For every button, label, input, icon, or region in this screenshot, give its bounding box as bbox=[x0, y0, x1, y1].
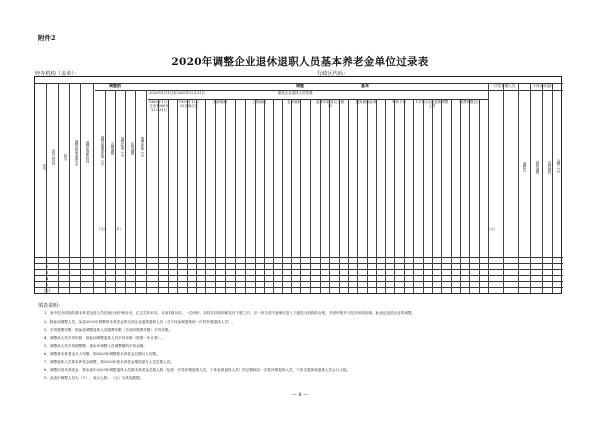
note-1: 1、表中经办机构的基本养老金按人员在统计表中统计后，汇总打印后存，本表1级各结，一式两份，存档自各机构保存后下册之后，另一份交省厅备案后进入下级经办机构的台账，并须申报并与经办机构协调，此表也包括企业的调整。 bbox=[44, 311, 416, 315]
table-column-rule bbox=[503, 83, 504, 293]
table-column-rule bbox=[255, 99, 256, 293]
header-col-c: 1950年12月31日前出生 bbox=[178, 100, 200, 109]
table-column-rule bbox=[357, 99, 358, 293]
table-column-rule bbox=[125, 90, 126, 293]
table-column-rule bbox=[168, 99, 169, 293]
header-sub-other: 1月1日以后退休调整人员 bbox=[415, 100, 449, 109]
table-column-rule bbox=[158, 99, 159, 293]
district-label: 行政区代码： bbox=[317, 71, 349, 77]
note-8: 8、调整后基本养老金：指本表中2020年调整退休人员基本养老金总数人数（包括一次性补缴退休人员，个体参保退休人员）的总额除以一次性补缴退休人员，个体式退休和退休人员合计人数。 bbox=[44, 368, 351, 372]
table-column-rule bbox=[339, 99, 340, 293]
note-6: 6、调整基本养老金月人均额，即2020年调整基本养老金总额月人均数。 bbox=[44, 352, 160, 356]
header-sub-worker: 工资倾斜 bbox=[252, 100, 266, 104]
header-sub-max: 军转干部 bbox=[392, 100, 406, 104]
header-group-tilt: 提高企业退休人员待遇 bbox=[277, 91, 313, 95]
header-fixed: 定额调整 bbox=[111, 141, 115, 155]
unit-month: （月） bbox=[112, 227, 124, 231]
table-column-rule bbox=[530, 83, 531, 293]
table-column-rule bbox=[177, 99, 178, 293]
table-column-rule bbox=[394, 99, 395, 293]
header-tilt-amount: 金额（元） bbox=[557, 159, 561, 175]
table-column-rule bbox=[451, 99, 452, 293]
table-column-rule bbox=[115, 90, 116, 293]
table-column-rule bbox=[58, 83, 59, 293]
header-sub-sum: 缴费调整总计 bbox=[459, 100, 481, 104]
header-col-d: 高龄倾斜 bbox=[213, 100, 227, 104]
header-tilt-sub: 高龄倾斜 bbox=[548, 160, 552, 174]
table-column-rule bbox=[187, 99, 188, 293]
table-column-rule bbox=[469, 99, 470, 293]
table-column-rule bbox=[348, 99, 349, 293]
row-number-5: 5 bbox=[45, 282, 49, 287]
table-column-rule bbox=[413, 99, 414, 293]
note-9: 9、此表中调整人员为（个），表示人数；（元）为其他数据。 bbox=[44, 376, 144, 380]
table-column-rule bbox=[146, 90, 147, 293]
unit-yuan: （元） bbox=[96, 227, 108, 231]
table-column-rule bbox=[460, 99, 461, 293]
org-label: 经办机构（盖章）： bbox=[35, 71, 80, 77]
record-table bbox=[34, 76, 562, 294]
table-column-rule bbox=[93, 83, 94, 293]
header-link: 挂钩调整 bbox=[131, 141, 135, 155]
header-seq: 序号 bbox=[43, 163, 47, 171]
table-column-rule bbox=[310, 99, 311, 293]
row-number-1: 1 bbox=[45, 258, 49, 263]
header-id: 身份证号码 bbox=[52, 149, 56, 165]
table-column-rule bbox=[423, 99, 424, 293]
table-column-rule bbox=[329, 99, 330, 293]
header-before-retire: 调整前退休时间 bbox=[86, 141, 90, 163]
note-2: 2、除参加调整人员，参加2020年调整基本养老金的全部企业退休退职人员（含个体参保退休和一次性补缴退休人员）。 bbox=[44, 320, 236, 324]
table-column-rule bbox=[488, 83, 489, 293]
header-sub-rural: 农民倾斜 bbox=[287, 100, 301, 104]
table-column-rule bbox=[225, 99, 226, 293]
header-link-amount: 缴费年限（元） bbox=[141, 137, 145, 159]
unit-yuan-2: （元） bbox=[486, 227, 498, 231]
page-number: — 8 — bbox=[291, 392, 309, 398]
table-column-rule bbox=[69, 83, 70, 293]
header-adjust: 调整 bbox=[296, 84, 304, 88]
header-once-b: 个体式或退休 bbox=[532, 84, 554, 88]
header-sub-min: 提高最低标准 bbox=[355, 100, 377, 104]
note-7: 7、调整退休人员基本养老金调整，指2020年基本养老金增加部分人员总数人员。 bbox=[44, 360, 175, 364]
table-column-rule bbox=[300, 99, 301, 293]
header-after: 调整后 bbox=[523, 162, 527, 172]
row-number-2: 2 bbox=[45, 264, 49, 269]
header-name: 姓名 bbox=[64, 153, 68, 161]
row-number-4: 4 bbox=[45, 276, 49, 281]
header-before-basic: 调整前基本养老金 bbox=[75, 139, 79, 165]
header-base: 基本 bbox=[361, 84, 369, 88]
note-3: 3、平均缴费年限：指参加调整退休人员缴费年限（含视同缴费年限）平均年限。 bbox=[44, 328, 173, 332]
header-col-a: 2020年1月1日至2020年12月31日 bbox=[149, 91, 205, 95]
header-tilt: 倾斜调整 bbox=[536, 160, 540, 174]
table-column-rule bbox=[196, 99, 197, 293]
table-column-rule bbox=[245, 99, 246, 293]
table-column-rule bbox=[291, 99, 292, 293]
table-column-rule bbox=[273, 99, 274, 293]
table-column-rule bbox=[404, 99, 405, 293]
table-column-rule bbox=[367, 99, 368, 293]
document-title: 2020年调整企业退休退职人员基本养老金单位过录表 bbox=[171, 56, 429, 68]
row-total: 合计 bbox=[43, 288, 51, 293]
table-column-rule bbox=[80, 83, 81, 293]
table-column-rule bbox=[264, 99, 265, 293]
table-column-rule bbox=[441, 99, 442, 293]
header-before-gaps: 调整前缴费年限（月） bbox=[101, 136, 105, 168]
header-fixed-amount: 调整标准（元） bbox=[121, 137, 125, 159]
table-column-rule bbox=[282, 99, 283, 293]
row-number-3: 3 bbox=[45, 270, 49, 275]
table-column-rule bbox=[385, 99, 386, 293]
table-column-rule bbox=[135, 90, 136, 293]
table-column-rule bbox=[432, 99, 433, 293]
table-column-rule bbox=[320, 99, 321, 293]
table-column-rule bbox=[479, 99, 480, 293]
header-sub-lonely: 退休年龄及以上倾斜 bbox=[316, 100, 344, 109]
table-column-rule bbox=[215, 99, 216, 293]
header-once-a: 一次性补缴人员 bbox=[490, 84, 516, 88]
note-4: 4、调整前人员平均年龄：指参加调整退休人员平均年龄（按照一年计算）。 bbox=[44, 336, 165, 340]
table-column-rule bbox=[235, 99, 236, 293]
table-column-rule bbox=[105, 90, 106, 293]
header-adjust-before: 调整前 bbox=[109, 84, 121, 88]
attachment-label: 附件2 bbox=[38, 34, 56, 42]
note-5: 5、调整前人员平均调整额：指本年调整人员调整额的平均金额。 bbox=[44, 344, 147, 348]
table-column-rule bbox=[542, 83, 543, 293]
table-column-rule bbox=[376, 99, 377, 293]
table-column-rule bbox=[205, 99, 206, 293]
notes-heading: 填表说明： bbox=[38, 303, 64, 309]
header-col-b: 1960年1月1日至1969年12月31日 bbox=[148, 100, 170, 113]
